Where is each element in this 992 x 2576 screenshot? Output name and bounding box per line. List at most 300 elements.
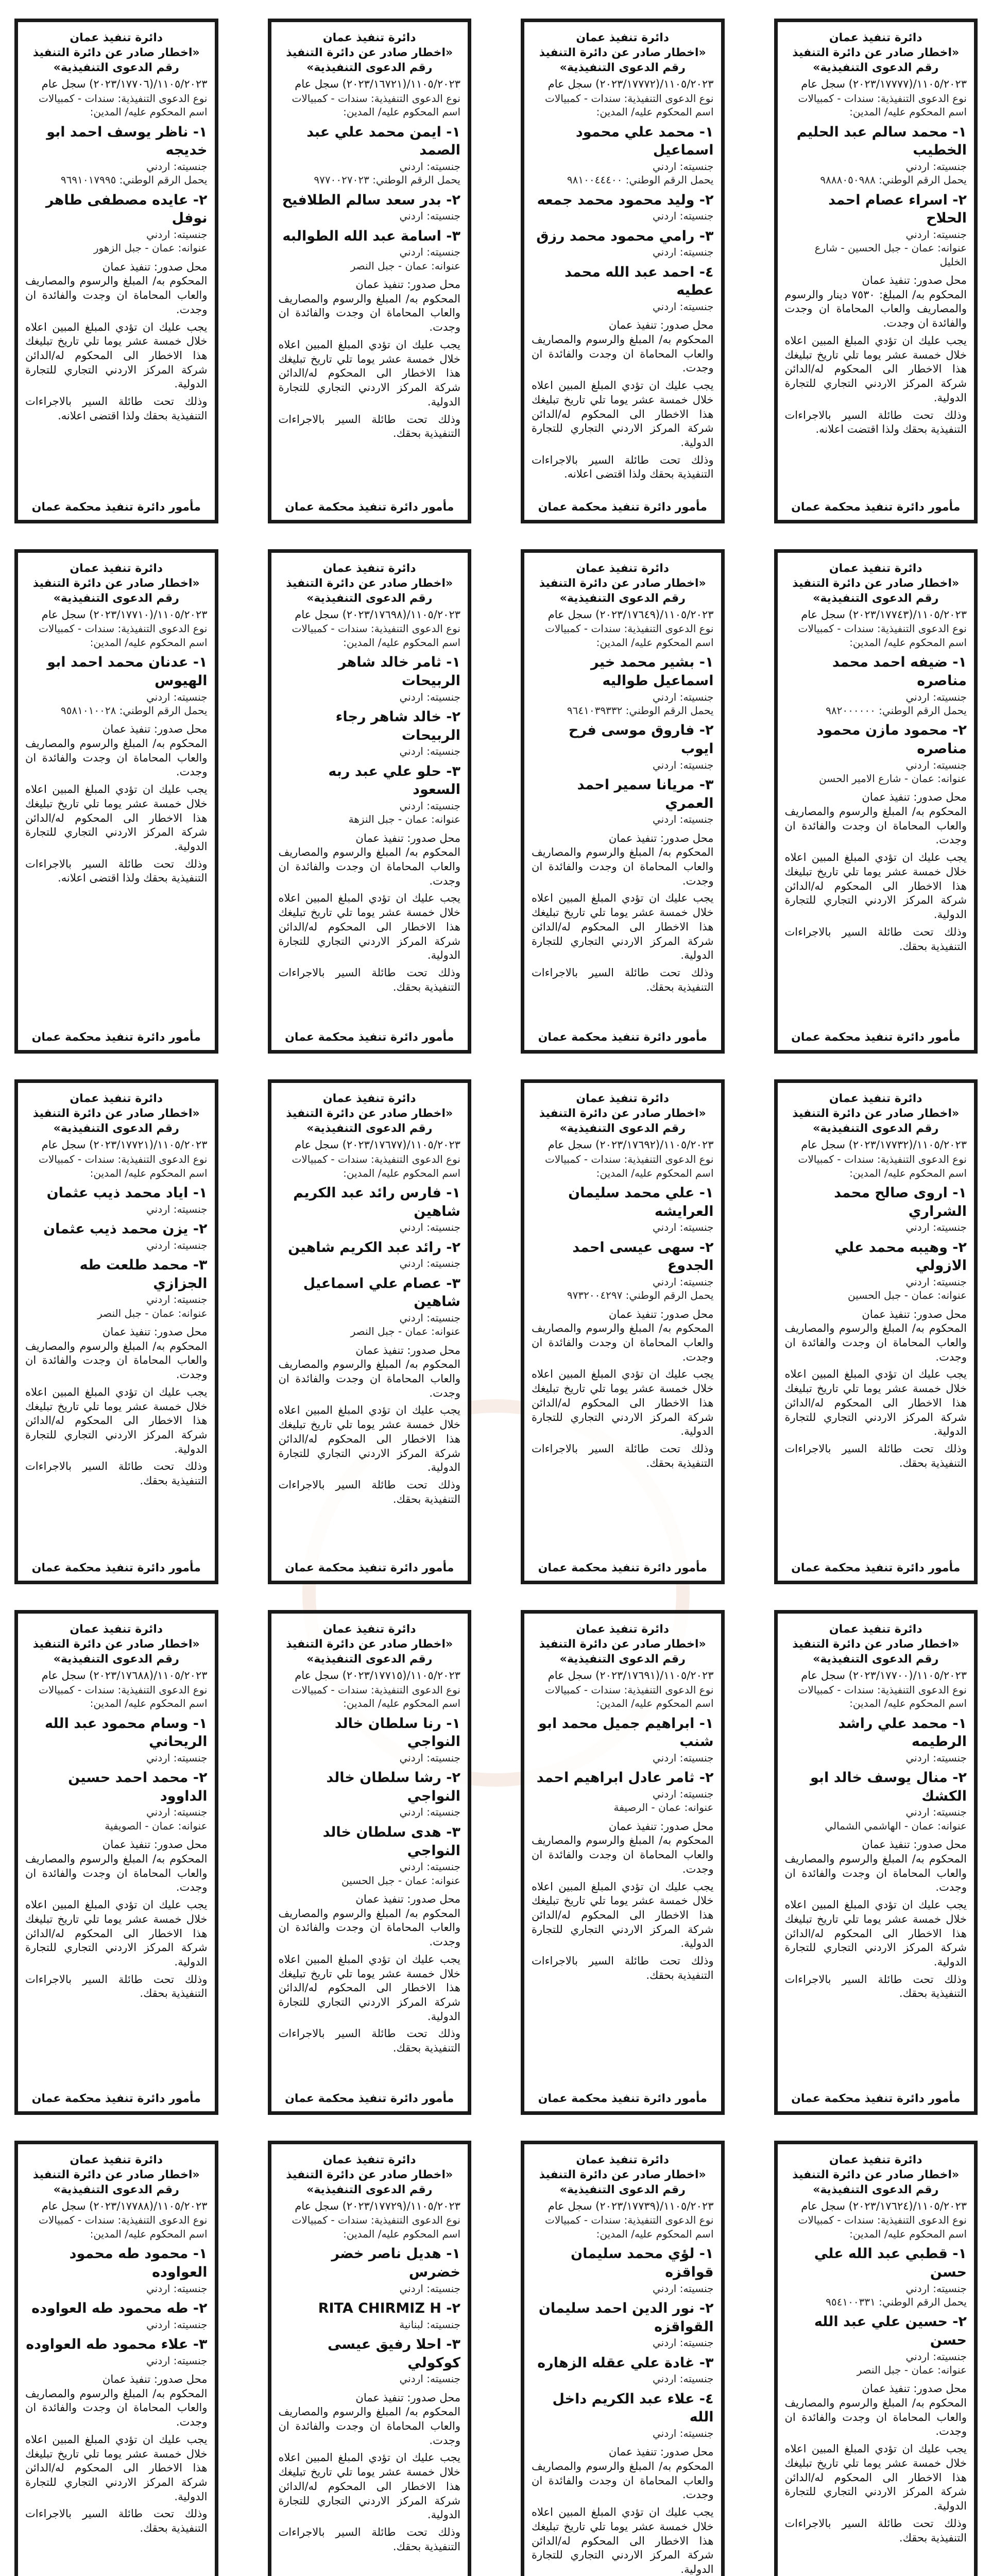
debtor-entry bbox=[25, 2245, 208, 2295]
notice-paragraph: يجب عليك ان تؤدي المبلغ المبين اعلاه خلال خمسة عشر يوما تلي تاريخ تبليغك هذا الاخطار الى المحكوم له/الدائن شركة المركز الاردني التجاري للتجارة الدولية. bbox=[278, 1953, 460, 2023]
notice-paragraph: وذلك تحت طائلة السير بالاجراءات التنفيذية بحقك. bbox=[25, 1973, 208, 2000]
debtor-entry bbox=[279, 653, 461, 704]
debtor-entry bbox=[532, 776, 714, 826]
notice-paragraph: يجب عليك ان تؤدي المبلغ المبين اعلاه خلال خمسة عشر يوما تلي تاريخ تبليغك هذا الاخطار الى المحكوم له/الدائن شركة المركز الاردني التجاري للتجارة الدولية. bbox=[25, 783, 208, 853]
notice-paragraph: يجب عليك ان تؤدي المبلغ المبين اعلاه خلال خمسة عشر يوما تلي تاريخ تبليغك هذا الاخطار الى المحكوم له/الدائن شركة المركز الاردني التجاري للتجارة الدولية. bbox=[278, 338, 460, 408]
notice-header: دائرة تنفيذ عمان «اخطار صادر عن دائرة التنفيذ رقم الدعوى التنفيذية» bbox=[32, 31, 200, 75]
debtor-entry bbox=[279, 1823, 461, 1887]
debtor-name: ٢- حسين علي عبد الله حسن bbox=[814, 2314, 967, 2348]
debtor-name: ١- ناظر يوسف احمد ابو خديجه bbox=[46, 124, 208, 159]
debtor-name: ١- محمد علي راشد الرطيمه bbox=[838, 1715, 967, 1750]
notice-signature: مأمور دائرة تنفيذ محكمة عمان bbox=[31, 500, 201, 514]
notice-header: دائرة تنفيذ عمان «اخطار صادر عن دائرة التنفيذ رقم الدعوى التنفيذية» bbox=[286, 562, 453, 605]
debtor-name: ١- محمد علي محمود اسماعيل bbox=[575, 124, 714, 159]
notice-signature: مأمور دائرة تنفيذ محكمة عمان bbox=[285, 500, 454, 514]
debtor-entry bbox=[785, 2245, 967, 2309]
notice-paragraph: يجب عليك ان تؤدي المبلغ المبين اعلاه خلال خمسة عشر يوما تلي تاريخ تبليغك هذا الاخطار الى المحكوم له/الدائن شركة المركز الاردني التجاري للتجارة الدولية. bbox=[532, 2506, 714, 2575]
debtor-details: جنسيته: اردني bbox=[905, 1221, 967, 1234]
notice-paragraph: وذلك تحت طائلة السير بالاجراءات التنفيذية بحقك. bbox=[278, 2526, 460, 2553]
notice-paragraph: وذلك تحت طائلة السير بالاجراءات التنفيذية بحقك. bbox=[532, 1443, 714, 1469]
notice-paragraph: وذلك تحت طائلة السير بالاجراءات التنفيذية بحقك ولذا اقتضى اعلانه. bbox=[532, 453, 714, 481]
notice-paragraph: يجب عليك ان تؤدي المبلغ المبين اعلاه خلال خمسة عشر يوما تلي تاريخ تبليغك هذا الاخطار الى المحكوم له/الدائن شركة المركز الاردني التجاري للتجارة الدولية. bbox=[278, 2451, 460, 2521]
notice-body bbox=[279, 1892, 461, 2088]
notice-paragraph: محل صدور: تنفيذ عمان المحكوم به/ المبلغ والرسوم والمصاريف والعاب المحاماة ان وجدت والفائدة ان وجدت. bbox=[278, 2391, 460, 2447]
execution-notice bbox=[521, 549, 725, 1054]
debtor-entry bbox=[279, 2299, 461, 2331]
execution-notice bbox=[268, 1610, 472, 2115]
debtor-name: ٤- احمد عبد الله محمد عطيه bbox=[565, 264, 714, 299]
execution-notice bbox=[14, 1610, 218, 2115]
debtor-entry bbox=[279, 762, 461, 826]
notice-paragraph: محل صدور: تنفيذ عمان المحكوم به/ المبلغ: ٧٥٣٠ دينار والرسوم والمصاريف والعاب المحاماة ان وجدت والفائدة ان وجدت. bbox=[784, 274, 967, 330]
notice-paragraph: وذلك تحت طائلة السير بالاجراءات التنفيذية بحقك. bbox=[278, 967, 460, 993]
debtor-entry bbox=[25, 1769, 208, 1833]
case-number: ١١٠٥/٢٠٢٣/(٢٠٢٣/١٧٧٣٩) سجل عام bbox=[548, 2199, 714, 2212]
debtor-name: ٢- خالد شاهر رجاء الربيحات bbox=[335, 708, 460, 743]
debtor-entry bbox=[785, 653, 967, 717]
debtor-entry bbox=[279, 2245, 461, 2295]
debtor-details: جنسيته: اردني bbox=[653, 1751, 714, 1764]
debtor-name: ٢- عايده مصطفى طاهر نوفل bbox=[45, 192, 208, 227]
notice-body bbox=[532, 832, 714, 1027]
execution-notice bbox=[14, 549, 218, 1054]
notice-paragraph: محل صدور: تنفيذ عمان المحكوم به/ المبلغ والرسوم والمصاريف والعاب المحاماة ان وجدت والفائدة ان وجدت. bbox=[25, 1325, 208, 1381]
debtor-entry bbox=[25, 123, 208, 187]
debtor-details: جنسيته: اردني يحمل الرقم الوطني: ٩٧٣٢٠٠٤٢٩٧ bbox=[567, 1275, 714, 1302]
debtor-details: جنسيته: اردني bbox=[399, 690, 460, 703]
debtor-entry bbox=[532, 191, 714, 223]
case-number: ١١٠٥/٢٠٢٣/(٢٠٢٣/١٧٧٨٨) سجل عام bbox=[41, 2199, 208, 2212]
notice-body bbox=[25, 722, 208, 1027]
debtor-intro: اسم المحكوم عليه/ المدين: bbox=[596, 1697, 714, 1710]
debtor-entry bbox=[785, 1184, 967, 1234]
notice-paragraph: يجب عليك ان تؤدي المبلغ المبين اعلاه خلال خمسة عشر يوما تلي تاريخ تبليغك هذا الاخطار الى المحكوم له/الدائن شركة المركز الاردني التجاري للتجارة الدولية. bbox=[25, 2433, 208, 2503]
debtor-name: ٢- محمود مازن محمود مناصره bbox=[816, 722, 967, 757]
debtor-intro: اسم المحكوم عليه/ المدين: bbox=[849, 636, 967, 649]
execution-notice bbox=[521, 2141, 725, 2576]
notice-paragraph: محل صدور: تنفيذ عمان المحكوم به/ المبلغ والرسوم والمصاريف والعاب المحاماة ان وجدت والفائدة ان وجدت. bbox=[532, 319, 714, 375]
notice-header: دائرة تنفيذ عمان «اخطار صادر عن دائرة التنفيذ رقم الدعوى التنفيذية» bbox=[792, 1092, 960, 1136]
debtor-entry bbox=[532, 653, 714, 717]
case-number: ١١٠٥/٢٠٢٣/(٢٠٢٣/١٧٦٩٢) سجل عام bbox=[548, 1139, 714, 1151]
debtor-entry bbox=[25, 1256, 208, 1320]
debtor-name: ٢- يزن محمد ذيب عثمان bbox=[43, 1221, 208, 1237]
notice-paragraph: محل صدور: تنفيذ عمان المحكوم به/ المبلغ والرسوم والمصاريف والعاب المحاماة ان وجدت والفائدة ان وجدت. bbox=[278, 1892, 460, 1948]
debtor-name: ٣- علاء محمود طه العواوده bbox=[26, 2336, 208, 2352]
execution-notice bbox=[774, 19, 978, 523]
debtor-details: جنسيته: اردني bbox=[653, 2282, 714, 2295]
notice-header: دائرة تنفيذ عمان «اخطار صادر عن دائرة التنفيذ رقم الدعوى التنفيذية» bbox=[792, 562, 960, 605]
debtor-name: ١- ثامر خالد شاهر الربيحات bbox=[338, 654, 460, 689]
notice-paragraph: محل صدور: تنفيذ عمان المحكوم به/ المبلغ والرسوم والمصاريف والعاب المحاماة ان وجدت والفائدة ان وجدت. bbox=[25, 1838, 208, 1894]
debtor-intro: اسم المحكوم عليه/ المدين: bbox=[343, 106, 460, 118]
notice-paragraph: يجب عليك ان تؤدي المبلغ المبين اعلاه خلال خمسة عشر يوما تلي تاريخ تبليغك هذا الاخطار الى المحكوم له/الدائن شركة المركز الاردني التجاري للتجارة الدولية. bbox=[25, 1385, 208, 1455]
debtor-details: جنسيته: اردني عنوانه: عمان - جبل النصر bbox=[97, 1293, 208, 1319]
debtor-details: جنسيته: اردني bbox=[399, 2372, 460, 2385]
notice-paragraph: محل صدور: تنفيذ عمان المحكوم به/ المبلغ والرسوم والمصاريف والعاب المحاماة ان وجدت والفائدة ان وجدت. bbox=[784, 2382, 967, 2438]
notice-paragraph: يجب عليك ان تؤدي المبلغ المبين اعلاه خلال خمسة عشر يوما تلي تاريخ تبليغك هذا الاخطار الى المحكوم له/الدائن شركة المركز الاردني التجاري للتجارة الدولية. bbox=[784, 2443, 967, 2513]
notice-paragraph: محل صدور: تنفيذ عمان المحكوم به/ المبلغ والرسوم والمصاريف والعاب المحاماة ان وجدت والفائدة ان وجدت. bbox=[25, 2372, 208, 2429]
debtor-name: ٢- RITA CHIRMIZ H bbox=[318, 2300, 460, 2316]
debtor-intro: اسم المحكوم عليه/ المدين: bbox=[90, 636, 208, 649]
debtor-details: جنسيته: اردني عنوانه: عمان - جبل النصر bbox=[350, 1311, 460, 1338]
debtor-details: جنسيته: اردني bbox=[653, 210, 714, 223]
notice-paragraph: يجب عليك ان تؤدي المبلغ المبين اعلاه خلال خمسة عشر يوما تلي تاريخ تبليغك هذا الاخطار الى المحكوم له/الدائن شركة المركز الاردني التجاري للتجارة الدولية. bbox=[278, 892, 460, 962]
debtor-name: ٣- احلا رفيق عيسى كوكولي bbox=[328, 2336, 460, 2371]
debtor-intro: اسم المحكوم عليه/ المدين: bbox=[596, 1166, 714, 1179]
case-type: نوع الدعوى التنفيذية: سندات - كمبيالات bbox=[545, 92, 714, 105]
case-type: نوع الدعوى التنفيذية: سندات - كمبيالات bbox=[39, 2214, 208, 2227]
notice-paragraph: وذلك تحت طائلة السير بالاجراءات التنفيذية بحقك. bbox=[784, 1973, 967, 2000]
debtor-details: جنسيته: اردني bbox=[146, 2282, 208, 2295]
case-type: نوع الدعوى التنفيذية: سندات - كمبيالات bbox=[39, 622, 208, 635]
notice-signature: مأمور دائرة تنفيذ محكمة عمان bbox=[538, 500, 707, 514]
notice-header: دائرة تنفيذ عمان «اخطار صادر عن دائرة التنفيذ رقم الدعوى التنفيذية» bbox=[286, 1092, 453, 1136]
execution-notice bbox=[14, 19, 218, 523]
debtor-name: ١- محمد سالم عبد الحليم الخطيب bbox=[796, 124, 967, 159]
case-type: نوع الدعوى التنفيذية: سندات - كمبيالات bbox=[39, 1683, 208, 1696]
debtor-details: جنسيته: اردني bbox=[399, 1221, 460, 1234]
notice-paragraph: محل صدور: تنفيذ عمان المحكوم به/ المبلغ والرسوم والمصاريف والعاب المحاماة ان وجدت والفائدة ان وجدت. bbox=[532, 1308, 714, 1363]
debtor-entry bbox=[279, 1275, 461, 1338]
notice-paragraph: يجب عليك ان تؤدي المبلغ المبين اعلاه خلال خمسة عشر يوما تلي تاريخ تبليغك هذا الاخطار الى المحكوم له/الدائن شركة المركز الاردني التجاري للتجارة الدولية. bbox=[532, 379, 714, 449]
notice-paragraph: محل صدور: تنفيذ عمان المحكوم به/ المبلغ والرسوم والمصاريف والعاب المحاماة ان وجدت والفائدة ان وجدت. bbox=[784, 1308, 967, 1363]
debtor-details: جنسيته: اردني يحمل الرقم الوطني: ٩٥٨١٠١٠٠٢٨ bbox=[60, 690, 208, 717]
case-type: نوع الدعوى التنفيذية: سندات - كمبيالات bbox=[39, 92, 208, 105]
debtor-name: ٢- سهى عيسى احمد الجدوع bbox=[572, 1239, 714, 1274]
notice-header: دائرة تنفيذ عمان «اخطار صادر عن دائرة التنفيذ رقم الدعوى التنفيذية» bbox=[539, 1623, 706, 1666]
debtor-name: ٤- علاء عبد الكريم داخل الله bbox=[552, 2391, 714, 2426]
notice-paragraph: يجب عليك ان تؤدي المبلغ المبين اعلاه خلال خمسة عشر يوما تلي تاريخ تبليغك هذا الاخطار الى المحكوم له/الدائن شركة المركز الاردني التجاري للتجارة الدولية. bbox=[278, 1404, 460, 1474]
debtor-entry bbox=[25, 191, 208, 255]
debtor-details: جنسيته: اردني bbox=[653, 758, 714, 771]
case-number: ١١٠٥/٢٠٢٣/(٢٠٢٣/١٧٧٠٠) سجل عام bbox=[801, 1669, 967, 1682]
notice-header: دائرة تنفيذ عمان «اخطار صادر عن دائرة التنفيذ رقم الدعوى التنفيذية» bbox=[32, 1092, 200, 1136]
notice-paragraph: وذلك تحت طائلة السير بالاجراءات التنفيذية بحقك. bbox=[784, 925, 967, 953]
debtor-details: جنسيته: اردني عنوانه: عمان - الرصيفة bbox=[613, 1787, 714, 1814]
notice-signature: مأمور دائرة تنفيذ محكمة عمان bbox=[791, 2092, 961, 2105]
case-number: ١١٠٥/٢٠٢٣/(٢٠٢٣/١٧٧٢١) سجل عام bbox=[41, 1139, 208, 1151]
debtor-entry bbox=[532, 1239, 714, 1302]
debtor-entry bbox=[532, 123, 714, 187]
debtor-name: ٣- اسامة عبد الله الطوالبه bbox=[282, 228, 460, 244]
notice-signature: مأمور دائرة تنفيذ محكمة عمان bbox=[285, 1561, 454, 1574]
notice-paragraph: محل صدور: تنفيذ عمان المحكوم به/ المبلغ والرسوم والمصاريف والعاب المحاماة ان وجدت والفائدة ان وجدت. bbox=[278, 832, 460, 887]
debtor-name: ١- اياد محمد ذيب عثمان bbox=[46, 1184, 208, 1201]
notice-body bbox=[25, 260, 208, 497]
case-number: ١١٠٥/٢٠٢٣/(٢٠٢٣/١٧٧٠٦) سجل عام bbox=[41, 78, 208, 91]
notice-paragraph: محل صدور: تنفيذ عمان المحكوم به/ المبلغ والرسوم والمصاريف والعاب المحاماة ان وجدت والفائدة ان وجدت. bbox=[532, 832, 714, 887]
case-number: ١١٠٥/٢٠٢٣/(٢٠٢٣/١٧٦٩١) سجل عام bbox=[548, 1669, 714, 1682]
case-type: نوع الدعوى التنفيذية: سندات - كمبيالات bbox=[798, 1683, 967, 1696]
notice-paragraph: وذلك تحت طائلة السير بالاجراءات التنفيذية بحقك ولذا اقتضت اعلانه. bbox=[784, 409, 967, 436]
debtor-name: ٢- بدر سعد سالم الطلافيح bbox=[282, 192, 460, 208]
notice-signature: مأمور دائرة تنفيذ محكمة عمان bbox=[791, 1561, 961, 1574]
notice-signature: مأمور دائرة تنفيذ محكمة عمان bbox=[538, 1031, 707, 1044]
notice-signature: مأمور دائرة تنفيذ محكمة عمان bbox=[31, 1561, 201, 1574]
notice-body bbox=[279, 2391, 461, 2576]
debtor-entry bbox=[532, 2354, 714, 2386]
debtor-details: جنسيته: اردني bbox=[146, 1202, 208, 1215]
notice-paragraph: يجب عليك ان تؤدي المبلغ المبين اعلاه خلال خمسة عشر يوما تلي تاريخ تبليغك هذا الاخطار الى المحكوم له/الدائن شركة المركز الاردني التجاري للتجارة الدولية. bbox=[784, 1368, 967, 1438]
notice-header: دائرة تنفيذ عمان «اخطار صادر عن دائرة التنفيذ رقم الدعوى التنفيذية» bbox=[286, 1623, 453, 1666]
debtor-details: جنسيته: اردني bbox=[399, 745, 460, 758]
debtor-name: ١- ضيفه احمد محمد مناصره bbox=[832, 654, 967, 689]
notice-body bbox=[279, 1344, 461, 1557]
execution-notice bbox=[14, 1079, 218, 1584]
debtor-intro: اسم المحكوم عليه/ المدين: bbox=[90, 2227, 208, 2240]
debtor-intro: اسم المحكوم عليه/ المدين: bbox=[90, 1697, 208, 1710]
case-number: ١١٠٥/٢٠٢٣/(٢٠٢٣/١٧٦٨٨) سجل عام bbox=[41, 1669, 208, 1682]
debtor-details: جنسيته: اردني عنوانه: عمان - جبل الحسين bbox=[341, 1860, 460, 1887]
debtor-details: جنسيته: اردني يحمل الرقم الوطني: ٩٦٩١٠١٧٩٩٥ bbox=[60, 160, 208, 187]
notice-paragraph: وذلك تحت طائلة السير بالاجراءات التنفيذية بحقك. bbox=[784, 1443, 967, 1469]
debtor-details: جنسيته: اردني يحمل الرقم الوطني: ٩٨٨٨٠٥٠٩٨٨ bbox=[820, 160, 967, 187]
debtor-name: ١- ابراهيم جميل محمد ابو شنب bbox=[538, 1715, 714, 1750]
debtor-details: جنسيته: لبنانية bbox=[399, 2318, 460, 2331]
notice-signature: مأمور دائرة تنفيذ محكمة عمان bbox=[285, 1031, 454, 1044]
debtor-name: ٢- نور الدين احمد سليمان القواقزه bbox=[538, 2300, 714, 2335]
debtor-intro: اسم المحكوم عليه/ المدين: bbox=[90, 1166, 208, 1179]
case-type: نوع الدعوى التنفيذية: سندات - كمبيالات bbox=[798, 92, 967, 105]
notice-paragraph: محل صدور: تنفيذ عمان المحكوم به/ المبلغ والرسوم والمصاريف والعاب المحاماة ان وجدت والفائدة ان وجدت. bbox=[25, 260, 208, 316]
case-number: ١١٠٥/٢٠٢٣/(٢٠٢٣/١٧٧٣٢) سجل عام bbox=[801, 1139, 967, 1151]
debtor-details: جنسيته: اردني عنوانه: عمان - جبل الحسين - شارع الخليل bbox=[814, 228, 967, 268]
notice-signature: مأمور دائرة تنفيذ محكمة عمان bbox=[538, 1561, 707, 1574]
execution-notice bbox=[774, 1610, 978, 2115]
debtor-intro: اسم المحكوم عليه/ المدين: bbox=[343, 2227, 460, 2240]
debtor-details: جنسيته: اردني bbox=[399, 2282, 460, 2295]
debtor-entry bbox=[532, 2299, 714, 2350]
debtor-intro: اسم المحكوم عليه/ المدين: bbox=[849, 1697, 967, 1710]
debtor-details: جنسيته: اردني bbox=[146, 1239, 208, 1251]
debtor-intro: اسم المحكوم عليه/ المدين: bbox=[343, 636, 460, 649]
execution-notice bbox=[521, 1610, 725, 2115]
debtor-entry bbox=[25, 1715, 208, 1765]
debtor-details: جنسيته: اردني bbox=[653, 2427, 714, 2439]
case-number: ١١٠٥/٢٠٢٣/(٢٠٢٣/١٧٦٧٧) سجل عام bbox=[295, 1139, 460, 1151]
notice-paragraph: محل صدور: تنفيذ عمان المحكوم به/ المبلغ والرسوم والمصاريف والعاب المحاماة ان وجدت والفائدة ان وجدت. bbox=[25, 723, 208, 778]
debtor-entry bbox=[532, 263, 714, 314]
notice-body bbox=[279, 832, 461, 1027]
debtor-name: ٢- طه محمود طه العواوده bbox=[31, 2300, 208, 2316]
execution-notice bbox=[268, 1079, 472, 1584]
notice-header: دائرة تنفيذ عمان «اخطار صادر عن دائرة التنفيذ رقم الدعوى التنفيذية» bbox=[539, 562, 706, 605]
execution-notice bbox=[14, 2141, 218, 2576]
execution-notice bbox=[774, 549, 978, 1054]
notice-signature: مأمور دائرة تنفيذ محكمة عمان bbox=[285, 2092, 454, 2105]
debtor-intro: اسم المحكوم عليه/ المدين: bbox=[596, 106, 714, 118]
notice-paragraph: محل صدور: تنفيذ عمان المحكوم به/ المبلغ والرسوم والمصاريف والعاب المحاماة ان وجدت والفائدة ان وجدت. bbox=[532, 1820, 714, 1875]
debtor-entry bbox=[785, 2313, 967, 2377]
notice-header: دائرة تنفيذ عمان «اخطار صادر عن دائرة التنفيذ رقم الدعوى التنفيذية» bbox=[539, 31, 706, 75]
case-type: نوع الدعوى التنفيذية: سندات - كمبيالات bbox=[292, 1153, 460, 1166]
debtor-name: ٢- رائد عبد الكريم شاهين bbox=[288, 1239, 460, 1256]
debtor-name: ٣- غادة علي عقله الزهاره bbox=[537, 2354, 714, 2371]
debtor-entry bbox=[785, 191, 967, 268]
notice-body bbox=[785, 790, 967, 1027]
notice-header: دائرة تنفيذ عمان «اخطار صادر عن دائرة التنفيذ رقم الدعوى التنفيذية» bbox=[792, 1623, 960, 1666]
debtor-name: ٢- وهيبه محمد علي الازولي bbox=[834, 1239, 967, 1274]
notice-header: دائرة تنفيذ عمان «اخطار صادر عن دائرة التنفيذ رقم الدعوى التنفيذية» bbox=[286, 31, 453, 75]
case-type: نوع الدعوى التنفيذية: سندات - كمبيالات bbox=[292, 92, 460, 105]
case-type: نوع الدعوى التنفيذية: سندات - كمبيالات bbox=[545, 1153, 714, 1166]
case-type: نوع الدعوى التنفيذية: سندات - كمبيالات bbox=[545, 2214, 714, 2227]
debtor-intro: اسم المحكوم عليه/ المدين: bbox=[596, 636, 714, 649]
case-number: ١١٠٥/٢٠٢٣/(٢٠٢٣/١٧٧٢٩) سجل عام bbox=[295, 2199, 460, 2212]
debtor-entry bbox=[785, 721, 967, 785]
notice-body bbox=[532, 318, 714, 496]
notices-grid bbox=[14, 19, 978, 2576]
notice-paragraph: وذلك تحت طائلة السير بالاجراءات التنفيذية بحقك. bbox=[278, 1479, 460, 1505]
debtor-entry bbox=[785, 1715, 967, 1765]
debtor-name: ٣- مريانا سمير احمد العمري bbox=[577, 776, 714, 811]
notice-body bbox=[25, 1838, 208, 2088]
notice-paragraph: محل صدور: تنفيذ عمان المحكوم به/ المبلغ والرسوم والمصاريف والعاب المحاماة ان وجدت والفائدة ان وجدت. bbox=[784, 791, 967, 846]
debtor-entry bbox=[279, 227, 461, 273]
notice-body bbox=[532, 2445, 714, 2576]
debtor-details: جنسيته: اردني bbox=[653, 300, 714, 313]
notice-paragraph: يجب عليك ان تؤدي المبلغ المبين اعلاه خلال خمسة عشر يوما تلي تاريخ تبليغك هذا الاخطار الى المحكوم له/الدائن شركة المركز الاردني التجاري للتجارة الدولية. bbox=[25, 320, 208, 391]
debtor-entry bbox=[532, 2245, 714, 2295]
notice-body bbox=[785, 1308, 967, 1557]
debtor-details: جنسيته: اردني bbox=[399, 210, 460, 223]
notice-paragraph: وذلك تحت طائلة السير بالاجراءات التنفيذية بحقك. bbox=[25, 2507, 208, 2535]
debtor-details: جنسيته: اردني يحمل الرقم الوطني: ٩٧٧٠٠٢٧٠٢٣ bbox=[314, 160, 460, 187]
notice-header: دائرة تنفيذ عمان «اخطار صادر عن دائرة التنفيذ رقم الدعوى التنفيذية» bbox=[32, 1623, 200, 1666]
debtor-name: ١- ايمن محمد علي عبد الصمد bbox=[306, 124, 460, 159]
debtor-entry bbox=[25, 1184, 208, 1216]
execution-notice bbox=[521, 19, 725, 523]
debtor-name: ١- عدنان محمد احمد ابو الهيوس bbox=[47, 654, 208, 689]
debtor-details: جنسيته: اردني bbox=[653, 2336, 714, 2349]
notice-paragraph: وذلك تحت طائلة السير بالاجراءات التنفيذية بحقك. bbox=[784, 2517, 967, 2544]
debtor-details: جنسيته: اردني يحمل الرقم الوطني: ٩٨٢٠٠٠٠٠٠ bbox=[826, 690, 967, 717]
debtor-entry bbox=[279, 1715, 461, 1765]
debtor-entry bbox=[532, 721, 714, 772]
debtor-intro: اسم المحكوم عليه/ المدين: bbox=[90, 106, 208, 118]
case-type: نوع الدعوى التنفيذية: سندات - كمبيالات bbox=[292, 2214, 460, 2227]
debtor-entry bbox=[279, 708, 461, 758]
debtor-details: جنسيته: اردني يحمل الرقم الوطني: ٩٦٤١٠٣٩٣٣٢ bbox=[567, 690, 714, 717]
debtor-details: جنسيته: اردني bbox=[146, 1751, 208, 1764]
notice-paragraph: يجب عليك ان تؤدي المبلغ المبين اعلاه خلال خمسة عشر يوما تلي تاريخ تبليغك هذا الاخطار الى المحكوم له/الدائن شركة المركز الاردني التجاري للتجارة الدولية. bbox=[784, 334, 967, 404]
case-type: نوع الدعوى التنفيذية: سندات - كمبيالات bbox=[545, 622, 714, 635]
debtor-entry bbox=[279, 123, 461, 187]
debtor-entry bbox=[532, 1184, 714, 1234]
case-type: نوع الدعوى التنفيذية: سندات - كمبيالات bbox=[798, 1153, 967, 1166]
notice-paragraph: وذلك تحت طائلة السير بالاجراءات التنفيذية بحقك. bbox=[278, 2027, 460, 2055]
debtor-name: ٢- اسراء عصام احمد الحلاح bbox=[828, 192, 967, 227]
debtor-entry bbox=[532, 1769, 714, 1814]
notice-signature: مأمور دائرة تنفيذ محكمة عمان bbox=[538, 2092, 707, 2105]
notice-paragraph: يجب عليك ان تؤدي المبلغ المبين اعلاه خلال خمسة عشر يوما تلي تاريخ تبليغك هذا الاخطار الى المحكوم له/الدائن شركة المركز الاردني التجاري للتجارة الدولية. bbox=[784, 851, 967, 921]
debtor-details: جنسيته: اردني bbox=[399, 1806, 460, 1819]
debtor-details: جنسيته: اردني عنوانه: عمان - جبل النصر bbox=[350, 246, 460, 272]
notice-signature: مأمور دائرة تنفيذ محكمة عمان bbox=[31, 2092, 201, 2105]
debtor-entry bbox=[785, 1239, 967, 1302]
case-number: ١١٠٥/٢٠٢٣/(٢٠٢٣/١٧٧٧٢) سجل عام bbox=[548, 78, 714, 91]
debtor-name: ٢- منال يوسف خالد ابو الكشك bbox=[810, 1770, 967, 1804]
case-number: ١١٠٥/٢٠٢٣/(٢٠٢٣/١٧٧١٥) سجل عام bbox=[295, 1669, 460, 1682]
debtor-name: ٣- هدى سلطان خالد النواجي bbox=[322, 1824, 460, 1859]
notice-body bbox=[532, 1308, 714, 1557]
notice-paragraph: يجب عليك ان تؤدي المبلغ المبين اعلاه خلال خمسة عشر يوما تلي تاريخ تبليغك هذا الاخطار الى المحكوم له/الدائن شركة المركز الاردني التجاري للتجارة الدولية. bbox=[25, 1899, 208, 1969]
debtor-intro: اسم المحكوم عليه/ المدين: bbox=[849, 1166, 967, 1179]
execution-notice bbox=[268, 549, 472, 1054]
debtor-name: ١- محمود طه محمود العواوده bbox=[69, 2246, 208, 2280]
notice-paragraph: يجب عليك ان تؤدي المبلغ المبين اعلاه خلال خمسة عشر يوما تلي تاريخ تبليغك هذا الاخطار الى المحكوم له/الدائن شركة المركز الاردني التجاري للتجارة الدولية. bbox=[784, 1899, 967, 1969]
debtor-details: جنسيته: اردني bbox=[399, 1751, 460, 1764]
debtor-intro: اسم المحكوم عليه/ المدين: bbox=[343, 1697, 460, 1710]
notice-header: دائرة تنفيذ عمان «اخطار صادر عن دائرة التنفيذ رقم الدعوى التنفيذية» bbox=[32, 562, 200, 605]
notice-paragraph: محل صدور: تنفيذ عمان المحكوم به/ المبلغ والرسوم والمصاريف والعاب المحاماة ان وجدت والفائدة ان وجدت. bbox=[278, 1344, 460, 1399]
debtor-name: ١- بشير محمد خير اسماعيل طواليه bbox=[591, 654, 714, 689]
debtor-name: ١- قطبي عبد الله علي حسن bbox=[814, 2246, 967, 2280]
notice-body bbox=[785, 274, 967, 497]
debtor-intro: اسم المحكوم عليه/ المدين: bbox=[849, 2227, 967, 2240]
debtor-entry bbox=[279, 2335, 461, 2386]
debtor-name: ٣- حلو علي عبد ربه السعود bbox=[328, 763, 460, 798]
debtor-details: جنسيته: اردني عنوانه: عمان - الصويفية bbox=[105, 1806, 208, 1832]
debtor-entry bbox=[785, 123, 967, 187]
notice-paragraph: محل صدور: تنفيذ عمان المحكوم به/ المبلغ والرسوم والمصاريف والعاب المحاماة ان وجدت والفائدة ان وجدت. bbox=[784, 1838, 967, 1894]
notice-body bbox=[785, 1838, 967, 2088]
debtor-entry bbox=[532, 2390, 714, 2441]
notice-paragraph: وذلك تحت طائلة السير بالاجراءات التنفيذية بحقك ولذا اقتضى اعلانه. bbox=[25, 857, 208, 885]
debtor-details: جنسيته: اردني bbox=[653, 2372, 714, 2385]
debtor-entry bbox=[25, 2335, 208, 2367]
debtor-name: ٣- رامي محمود محمد رزق bbox=[536, 228, 714, 244]
notice-header: دائرة تنفيذ عمان «اخطار صادر عن دائرة التنفيذ رقم الدعوى التنفيذية» bbox=[539, 2153, 706, 2196]
debtor-details: جنسيته: اردني bbox=[653, 1221, 714, 1234]
case-type: نوع الدعوى التنفيذية: سندات - كمبيالات bbox=[798, 2214, 967, 2227]
debtor-details: جنسيته: اردني عنوانه: عمان - جبل الزهور bbox=[93, 228, 208, 255]
debtor-intro: اسم المحكوم عليه/ المدين: bbox=[343, 1166, 460, 1179]
notice-paragraph: وذلك تحت طائلة السير بالاجراءات التنفيذية بحقك. bbox=[278, 413, 460, 440]
notice-header: دائرة تنفيذ عمان «اخطار صادر عن دائرة التنفيذ رقم الدعوى التنفيذية» bbox=[792, 2153, 960, 2196]
debtor-name: ٢- ثامر عادل ابراهيم احمد bbox=[536, 1770, 714, 1786]
case-number: ١١٠٥/٢٠٢٣/(٢٠٢٣/١٧٧٧٧) سجل عام bbox=[801, 78, 967, 91]
debtor-entry bbox=[279, 191, 461, 223]
execution-notice bbox=[774, 1079, 978, 1584]
debtor-entry bbox=[279, 1184, 461, 1234]
debtor-intro: اسم المحكوم عليه/ المدين: bbox=[849, 106, 967, 118]
notice-paragraph: محل صدور: تنفيذ عمان المحكوم به/ المبلغ والرسوم والمصاريف والعاب المحاماة ان وجدت والفائدة ان وجدت. bbox=[278, 278, 460, 334]
debtor-name: ١- علي محمد سليمان العرايشه bbox=[568, 1184, 714, 1219]
case-number: ١١٠٥/٢٠٢٣/(٢٠٢٣/١٧٦٩٨) سجل عام bbox=[295, 608, 460, 621]
execution-notice bbox=[268, 2141, 472, 2576]
debtor-name: ١- وسام محمود عبد الله الريحاني bbox=[45, 1715, 208, 1750]
notice-signature: مأمور دائرة تنفيذ محكمة عمان bbox=[31, 1031, 201, 1044]
debtor-entry bbox=[279, 1239, 461, 1270]
notice-body bbox=[25, 1325, 208, 1557]
debtor-details: جنسيته: اردني bbox=[653, 246, 714, 259]
debtor-details: جنسيته: اردني bbox=[146, 2318, 208, 2331]
notice-paragraph: وذلك تحت طائلة السير بالاجراءات التنفيذية بحقك ولذا اقتضى اعلانه. bbox=[25, 395, 208, 422]
notice-signature: مأمور دائرة تنفيذ محكمة عمان bbox=[791, 500, 961, 514]
case-type: نوع الدعوى التنفيذية: سندات - كمبيالات bbox=[292, 1683, 460, 1696]
debtor-entry bbox=[532, 227, 714, 259]
debtor-name: ١- فارس رائد عبد الكريم شاهين bbox=[293, 1184, 460, 1219]
debtor-entry bbox=[25, 1220, 208, 1252]
execution-notice bbox=[268, 19, 472, 523]
debtor-entry bbox=[279, 1769, 461, 1819]
case-number: ١١٠٥/٢٠٢٣/(٢٠٢٣/١٧٧١٠) سجل عام bbox=[41, 608, 208, 621]
debtor-name: ٣- محمد طلعت طه الجزازي bbox=[79, 1257, 208, 1292]
debtor-entry bbox=[785, 1769, 967, 1833]
debtor-details: جنسيته: اردني عنوانه: عمان - شارع الامير الحسن bbox=[819, 758, 967, 785]
